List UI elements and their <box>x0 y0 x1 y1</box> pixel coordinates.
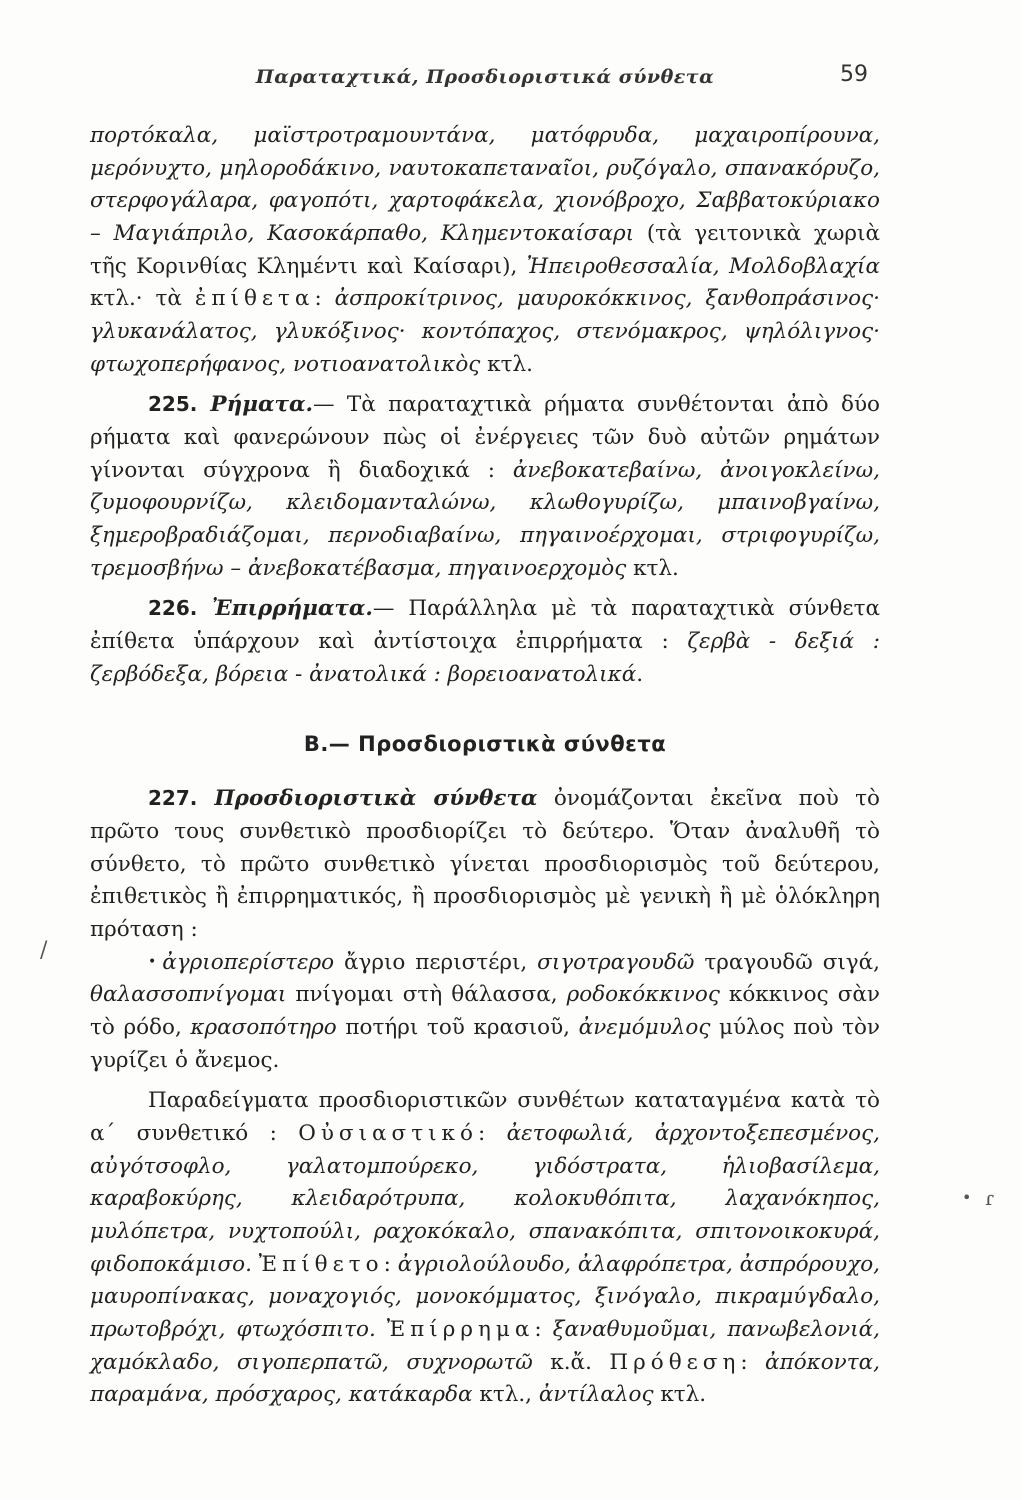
example-gloss: κόκκινος σὰν τὸ ρόδο, <box>90 982 880 1041</box>
text-run: ὀνομάζονται ἐκεῖνα ποὺ τὸ πρῶτο τους συνθετικὸ προσδιορίζει τὸ δεύτερο. Ὅταν ἀναλυθῆ τὸ σύνθετο, τὸ πρῶτο συνθετικὸ γίνεται προσδιορισμὸς τοῦ δεύτερου, ἐπιθετικὸς ἢ ἐπιρρηματικός, ἢ προσδιορισμὸς μὲ γενικὴ ἢ μὲ ὁλόκληρη πρόταση : <box>90 786 880 943</box>
example-term: κρασοπότηρο <box>190 1015 337 1041</box>
paragraph-227 <box>90 783 880 946</box>
example-gloss: τραγουδῶ σιγά, <box>694 949 881 975</box>
text-run: (τὰ γειτονικὰ χωριὰ τῆς Κορινθίας Κλημέντι καὶ Καίσαρι), <box>90 221 880 279</box>
examples-paragraph <box>90 947 880 1078</box>
text-run: : <box>477 1121 507 1147</box>
margin-stroke-mark: / <box>40 938 48 963</box>
section-title: Ρήματα. <box>197 392 313 418</box>
text-run: Παραδείγματα προσδιοριστικῶν συνθέτων καταταγμένα κατὰ τὸ α΄ συνθετικό : <box>90 1088 880 1147</box>
running-head: Παραταχτικά, Προσδιοριστικά σύνθετα <box>255 66 715 88</box>
text-run: : <box>740 1349 766 1375</box>
example-term: ἀνεμόμυλος <box>578 1015 711 1041</box>
section-title: Ἐπιρρήματα. <box>197 596 373 622</box>
example-term: ροδοκόκκινος <box>566 982 720 1008</box>
text-run: ἀγριολούλουδο, ἀλαφρόπετρα, ἀσπρόρουχο, μαυροπίνακας, μοναχογιός, μονοκόμματος, ξινόγαλο, πικραμύγδαλο, πρωτοβρόχι, φτωχόσπιτο. <box>90 1251 881 1343</box>
example-gloss: πνίγομαι στὴ θάλασσα, <box>286 982 567 1008</box>
text-run: — Τὰ παραταχτικὰ ρήματα συνθέτονται ἀπὸ δύο ρήματα καὶ φανερώνουν πὼς οἱ ἐνέργειες τῶν δυὸ αὐτῶν ρημάτων γίνονται σύγχρονα ἢ διαδοχικά : <box>90 392 880 483</box>
spaced-term: ἐπίθετα <box>194 286 315 312</box>
spaced-term: Πρόθεση <box>609 1349 741 1375</box>
text-run: κτλ.· τὰ <box>90 286 195 312</box>
spaced-term: Ἐπίρρημα <box>386 1317 535 1343</box>
text-run <box>376 1317 387 1342</box>
text-run: κτλ. <box>480 351 533 377</box>
text-run: κ.ἄ. <box>532 1349 610 1375</box>
text-run: Ἠπειροθεσσαλία, Μολδοβλαχία <box>526 253 880 279</box>
text-run: πορτόκαλα, μαϊστροτραμουντάνα, ματόφρυδα, μαχαιροπίρουνα, μερόνυχτο, μηλοροδάκινο, ναυτοκαπεταναῖοι, ρυζόγαλο, σπανακόρυζο, στερφογάλαρα, φαγοπότι, χαρτοφάκελα, χιονόβροχο, Σαββατοκύριακο – Μαγιάπριλο, Κασοκάρπαθο, Κλημεντοκαίσαρι <box>90 123 880 247</box>
text-block <box>90 120 880 1412</box>
text-run: ἀετοφωλιά, ἀρχοντοξεπεσμένος, αὐγότσοφλο, γαλατομπούρεκο, γιδόστρατα, ἡλιοβασίλεμα, καραβοκύρης, κλειδαρότρυπα, κολοκυθόπιτα, λαχανόκηπος, μυλόπετρα, νυχτοπούλι, ραχοκόκαλο, σπανακόπιτα, σπιτονοικοκυρά, φιδοποκάμισο. <box>90 1121 881 1277</box>
section-title: Προσδιοριστικὰ σύνθετα <box>197 786 538 812</box>
text-run: . <box>636 661 644 687</box>
page-header <box>90 62 880 100</box>
paragraph-226 <box>90 593 880 691</box>
spaced-term: Οὐσιαστικό <box>298 1121 478 1147</box>
text-run: κτλ. <box>626 555 679 581</box>
paragraph-examples-list <box>90 1085 880 1412</box>
paragraph-225 <box>90 389 880 585</box>
text-run: : <box>314 286 335 312</box>
example-gloss: ἄγριο περιστέρι, <box>334 949 538 975</box>
text-run: ξαναθυμοῦμαι, πανωβελονιά, χαμόκλαδο, σιγοπερπατῶ, συχνορωτῶ <box>90 1317 880 1375</box>
text-run: : <box>534 1317 553 1343</box>
text-run: κτλ. <box>653 1382 707 1408</box>
section-number: 225. <box>148 392 198 417</box>
section-number: 226. <box>148 596 198 621</box>
example-gloss: ποτήρι τοῦ κρασιοῦ, <box>336 1015 579 1041</box>
spaced-term: Ἐπίθετο <box>258 1251 384 1277</box>
text-run: ἀντίλαλος <box>538 1382 654 1408</box>
paragraph-continuation <box>90 120 880 381</box>
text-run: ἀπόκοντα, παραμάνα, πρόσχαρος, κατάκαρδα <box>90 1349 881 1408</box>
example-term: ἀγριοπερίστερο <box>162 949 335 975</box>
text-run: κτλ., <box>472 1382 539 1408</box>
text-run: : <box>383 1251 398 1277</box>
margin-dot-mark: • <box>962 1188 972 1207</box>
example-gloss: μύλος ποὺ τὸν γυρίζει ὁ ἄνεμος. <box>90 1015 880 1073</box>
text-run: ἀνεβοκατεβαίνω, ἀνοιγοκλείνω, ζυμοφουρνίζω, κλειδομανταλώνω, κλωθογυρίζω, μπαινοβγαίνω, ξημεροβραδιάζομαι, περνοδιαβαίνω, πηγαινοέρχομαι, στριφογυρίζω, τρεμοσβήνω – ἀνεβοκατέβασμα, πηγαινοερχομὸς <box>90 457 880 581</box>
bullet-icon: • <box>148 953 157 970</box>
section-heading-b: Β.— Προσδιοριστικὰ σύνθετα <box>303 732 667 757</box>
text-run: ἀσπροκίτρινος, μαυροκόκκινος, ξανθοπράσινος· γλυκανάλατος, γλυκόξινος· κοντόπαχος, στενόμακρος, ψηλόλιγνος· φτωχοπερήφανος, νοτιοανατολικὸς <box>90 286 880 377</box>
text-run: ζερβὰ - δεξιά : ζερβόδεξα, βόρεια - ἀνατολικά : βορειοανατολικά <box>90 629 880 687</box>
example-term: σιγοτραγουδῶ <box>537 949 695 975</box>
example-term: θαλασσοπνίγομαι <box>90 982 287 1008</box>
text-run <box>252 1252 259 1277</box>
page-number: 59 <box>840 62 868 87</box>
section-number: 227. <box>148 786 198 811</box>
text-run: — Παράλληλα μὲ τὰ παραταχτικὰ σύνθετα ἐπίθετα ὑπάρχουν καὶ ἀντίστοιχα ἐπιρρήματα : <box>90 596 880 655</box>
margin-stroke-mark: ɾ <box>985 1186 995 1210</box>
